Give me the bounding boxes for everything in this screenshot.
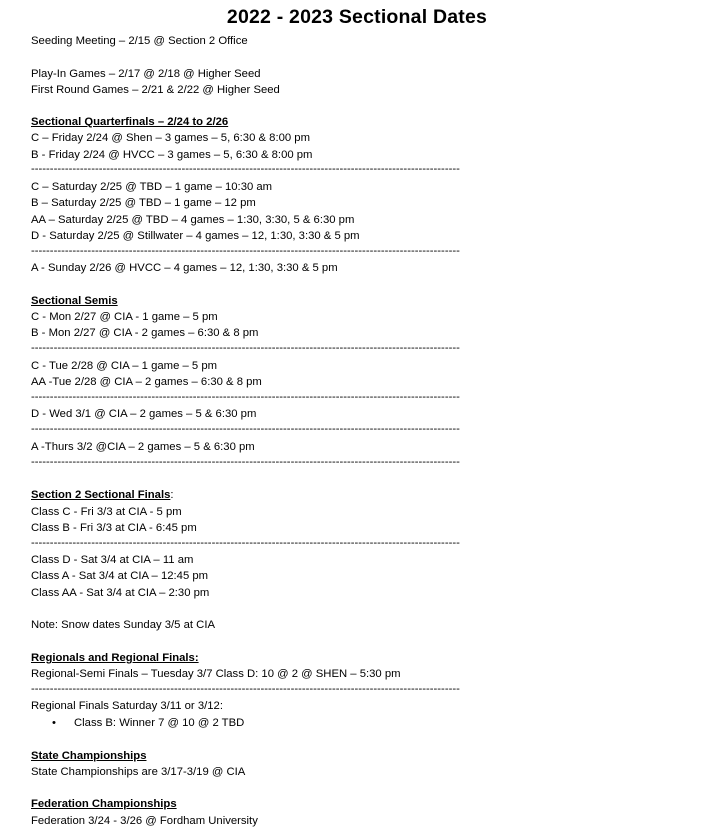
play-in-games: Play-In Games – 2/17 @ 2/18 @ Higher Seed — [31, 68, 261, 80]
finals-heading-colon: : — [170, 489, 174, 501]
finals-line: Class AA - Sat 3/4 at CIA – 2:30 pm — [31, 587, 210, 599]
page-title: 2022 - 2023 Sectional Dates — [226, 6, 488, 28]
quarterfinals-heading: Sectional Quarterfinals – 2/24 to 2/26 — [31, 116, 229, 128]
divider: ------------------------------------------------------------------------------------------------------------------ — [31, 342, 460, 354]
qf-line: B - Friday 2/24 @ HVCC – 3 games – 5, 6:30 & 8:00 pm — [31, 149, 313, 161]
divider: ------------------------------------------------------------------------------------------------------------------ — [31, 423, 460, 435]
federation-heading: Federation Championships — [31, 798, 177, 810]
finals-line: Class C - Fri 3/3 at CIA - 5 pm — [31, 506, 182, 518]
regional-finals-line: Regional Finals Saturday 3/11 or 3/12: — [31, 700, 223, 712]
divider: ------------------------------------------------------------------------------------------------------------------ — [31, 537, 460, 549]
divider: ------------------------------------------------------------------------------------------------------------------ — [31, 456, 460, 468]
divider: ------------------------------------------------------------------------------------------------------------------ — [31, 391, 460, 403]
state-heading: State Championships — [31, 750, 147, 762]
divider: ------------------------------------------------------------------------------------------------------------------ — [31, 245, 460, 257]
divider: ------------------------------------------------------------------------------------------------------------------ — [31, 163, 460, 175]
qf-line: C – Friday 2/24 @ Shen – 3 games – 5, 6:30 & 8:00 pm — [31, 132, 310, 144]
seeding-meeting: Seeding Meeting – 2/15 @ Section 2 Office — [31, 35, 248, 47]
regional-semi-line: Regional-Semi Finals – Tuesday 3/7 Class D: 10 @ 2 @ SHEN – 5:30 pm — [31, 668, 401, 680]
finals-line: Class A - Sat 3/4 at CIA – 12:45 pm — [31, 570, 209, 582]
finals-line: Class D - Sat 3/4 at CIA – 11 am — [31, 554, 194, 566]
semis-line: B - Mon 2/27 @ CIA - 2 games – 6:30 & 8 pm — [31, 327, 259, 339]
regionals-heading: Regionals and Regional Finals: — [31, 652, 199, 664]
semis-line: D - Wed 3/1 @ CIA – 2 games – 5 & 6:30 pm — [31, 408, 257, 420]
finals-heading: Section 2 Sectional Finals — [31, 489, 171, 501]
first-round-games: First Round Games – 2/21 & 2/22 @ Higher Seed — [31, 84, 280, 96]
divider: ------------------------------------------------------------------------------------------------------------------ — [31, 683, 460, 695]
qf-line: D - Saturday 2/25 @ Stillwater – 4 games – 12, 1:30, 3:30 & 5 pm — [31, 230, 360, 242]
semis-line: C - Tue 2/28 @ CIA – 1 game – 5 pm — [31, 360, 218, 372]
regional-bullet-item: Class B: Winner 7 @ 10 @ 2 TBD — [74, 717, 245, 729]
qf-line: B – Saturday 2/25 @ TBD – 1 game – 12 pm — [31, 197, 256, 209]
federation-line: Federation 3/24 - 3/26 @ Fordham University — [31, 815, 258, 827]
qf-line: A - Sunday 2/26 @ HVCC – 4 games – 12, 1:30, 3:30 & 5 pm — [31, 262, 338, 274]
finals-line: Class B - Fri 3/3 at CIA - 6:45 pm — [31, 522, 197, 534]
semis-heading: Sectional Semis — [31, 295, 118, 307]
semis-line: AA -Tue 2/28 @ CIA – 2 games – 6:30 & 8 pm — [31, 376, 262, 388]
finals-heading-row — [31, 488, 174, 502]
bullet-icon: • — [52, 717, 56, 729]
snow-dates-note: Note: Snow dates Sunday 3/5 at CIA — [31, 619, 215, 631]
state-line: State Championships are 3/17-3/19 @ CIA — [31, 766, 246, 778]
qf-line: C – Saturday 2/25 @ TBD – 1 game – 10:30 am — [31, 181, 273, 193]
semis-line: C - Mon 2/27 @ CIA - 1 game – 5 pm — [31, 311, 218, 323]
semis-line: A -Thurs 3/2 @CIA – 2 games – 5 & 6:30 pm — [31, 441, 255, 453]
qf-line: AA – Saturday 2/25 @ TBD – 4 games – 1:30, 3:30, 5 & 6:30 pm — [31, 214, 355, 226]
